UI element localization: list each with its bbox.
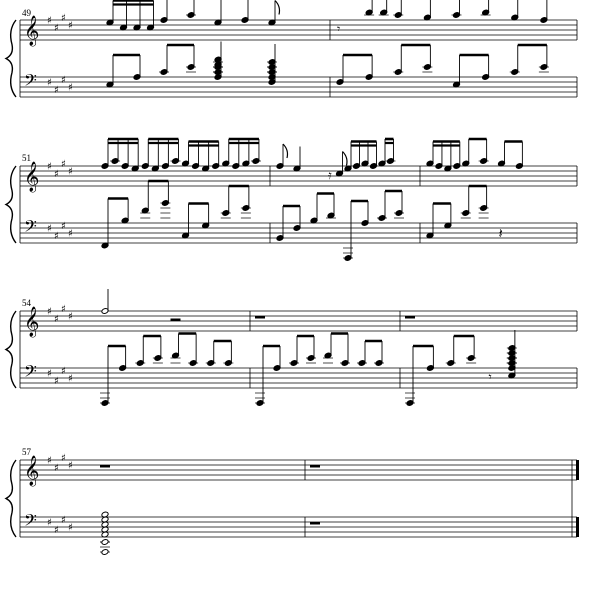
sharp-accidental: ♯	[47, 455, 52, 467]
note-flag	[283, 144, 288, 158]
sharp-accidental: ♯	[47, 306, 52, 318]
sharp-accidental: ♯	[68, 460, 73, 472]
sharp-accidental: ♯	[68, 166, 73, 178]
sharp-accidental: ♯	[54, 525, 59, 536]
measure-number: 49	[22, 8, 31, 18]
bass-clef: 𝄢	[24, 70, 37, 94]
sharp-accidental: ♯	[68, 82, 73, 94]
sharp-accidental: ♯	[68, 373, 73, 385]
sharp-accidental: ♯	[68, 20, 73, 32]
sharp-accidental: ♯	[47, 223, 52, 235]
treble-clef: 𝄞	[24, 456, 40, 486]
note-flag	[275, 1, 280, 15]
eighth-rest: 𝄾	[337, 22, 341, 36]
sharp-accidental: ♯	[54, 376, 59, 387]
sharp-accidental: ♯	[54, 314, 59, 325]
sharp-accidental: ♯	[54, 23, 59, 34]
system-brace	[6, 460, 16, 537]
sharp-accidental: ♯	[61, 366, 66, 377]
sharp-accidental: ♯	[68, 228, 73, 240]
half-rest	[171, 319, 181, 322]
sharp-accidental: ♯	[54, 231, 59, 242]
sharp-accidental: ♯	[61, 75, 66, 86]
sharp-accidental: ♯	[68, 522, 73, 534]
bass-clef: 𝄢	[24, 216, 37, 240]
sharp-accidental: ♯	[61, 159, 66, 170]
bass-clef: 𝄢	[24, 361, 37, 385]
treble-clef: 𝄞	[24, 162, 40, 192]
sharp-accidental: ♯	[61, 515, 66, 526]
whole-rest	[255, 316, 265, 319]
whole-rest	[100, 465, 110, 468]
sharp-accidental: ♯	[61, 304, 66, 315]
final-barline	[576, 460, 579, 480]
system-brace	[6, 166, 16, 243]
system-brace	[6, 311, 16, 388]
sharp-accidental: ♯	[47, 368, 52, 380]
sharp-accidental: ♯	[47, 77, 52, 89]
sharp-accidental: ♯	[61, 453, 66, 464]
whole-rest	[405, 316, 415, 319]
measure-number: 57	[22, 447, 31, 457]
whole-rest	[310, 465, 320, 468]
final-barline	[576, 517, 579, 537]
treble-clef: 𝄞	[24, 307, 40, 337]
sharp-accidental: ♯	[54, 85, 59, 96]
system-brace	[6, 20, 16, 97]
sixteenth-rest: 𝄿	[328, 168, 332, 182]
sharp-accidental: ♯	[54, 463, 59, 474]
note-head	[101, 549, 109, 556]
note-flag	[343, 152, 348, 166]
bass-clef: 𝄢	[24, 510, 37, 534]
sharp-accidental: ♯	[47, 161, 52, 173]
sharp-accidental: ♯	[61, 13, 66, 24]
sharp-accidental: ♯	[47, 517, 52, 529]
note-head	[101, 539, 109, 546]
sharp-accidental: ♯	[54, 169, 59, 180]
quarter-rest: 𝄽	[498, 226, 503, 242]
whole-rest	[310, 522, 320, 525]
sharp-accidental: ♯	[61, 221, 66, 232]
eighth-rest: 𝄾	[488, 370, 492, 384]
treble-clef: 𝄞	[24, 16, 40, 46]
sharp-accidental: ♯	[68, 311, 73, 323]
measure-number: 54	[22, 298, 31, 308]
sharp-accidental: ♯	[47, 15, 52, 27]
measure-number: 51	[22, 153, 31, 163]
